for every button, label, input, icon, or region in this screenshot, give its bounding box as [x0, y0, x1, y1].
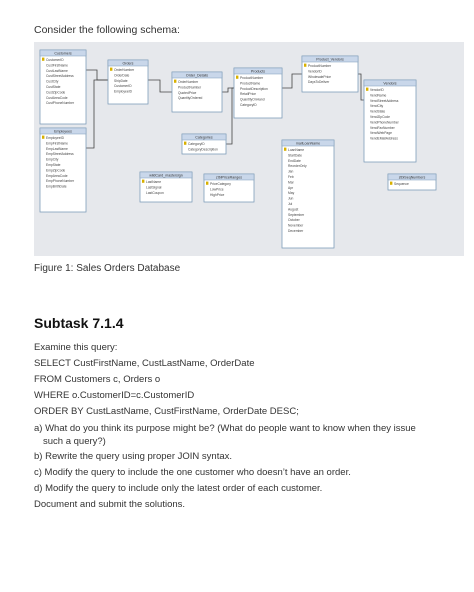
relationship-line: [148, 80, 172, 92]
instruction-line: Examine this query:: [34, 342, 118, 353]
table-field: CustZipCode: [46, 90, 66, 95]
table-field: ProductDescription: [240, 86, 268, 91]
table-field: CustState: [46, 85, 61, 89]
table-title: Categories: [195, 135, 213, 140]
question-b: b) Rewrite the query using proper JOIN syntax.: [34, 451, 233, 462]
table-field: EmployeeID: [46, 136, 64, 140]
table-field: StartDate: [288, 153, 302, 158]
schema-table: [140, 172, 192, 202]
schema-table: [388, 174, 436, 190]
schema-table: [108, 60, 148, 104]
table-field: OrderNumber: [178, 80, 199, 84]
table-field: EmpFirstName: [46, 141, 68, 146]
table-field: CustCity: [46, 79, 59, 84]
table-title: Employees: [54, 129, 72, 134]
table-field: CategoryID: [240, 103, 257, 107]
schema-table: [364, 80, 416, 162]
table-field: September: [288, 212, 305, 217]
table-title: ztblSeqNumbers: [398, 175, 426, 180]
table-field: VendName: [370, 93, 387, 98]
schema-diagram: [34, 42, 464, 256]
table-title: Customers: [54, 51, 72, 56]
schema-table: [282, 140, 334, 248]
table-field: EmpStreetAddress: [46, 152, 74, 157]
query-select-line: SELECT CustFirstName, CustLastName, OrderDate: [34, 358, 255, 369]
table-field: EndDate: [288, 158, 301, 163]
table-field: OrderNumber: [114, 68, 135, 72]
schema-table: [40, 50, 86, 124]
table-field: CustAreaCode: [46, 95, 68, 100]
subtask-body: [34, 340, 454, 513]
table-field: QuotedPrice: [178, 90, 197, 95]
table-field: LoanName: [288, 148, 305, 152]
primary-key-icon: [304, 64, 306, 67]
table-field: LowPrice: [210, 187, 224, 192]
table-field: VendCity: [370, 104, 384, 109]
table-field: LastSignal: [146, 185, 162, 190]
table-field: VendEMailAddress: [370, 136, 398, 141]
query-from-line: FROM Customers c, Orders o: [34, 374, 161, 385]
primary-key-icon: [142, 180, 144, 183]
primary-key-icon: [42, 58, 44, 61]
table-field: VendStreetAddress: [370, 98, 399, 103]
primary-key-icon: [110, 68, 112, 71]
table-field: Jan: [288, 169, 294, 174]
table-field: LastName: [146, 180, 162, 184]
table-field: VendorID: [370, 88, 384, 92]
table-field: CustomerID: [114, 84, 132, 89]
table-field: ProductNumber: [308, 64, 332, 68]
schema-table: [302, 56, 358, 92]
primary-key-icon: [206, 182, 208, 185]
table-field: Sequence: [394, 182, 409, 186]
primary-key-icon: [184, 142, 186, 145]
relationship-line: [282, 74, 302, 88]
primary-key-icon: [236, 76, 238, 79]
table-title: Vendors: [383, 81, 397, 86]
table-field: ProductNumber: [178, 85, 202, 90]
closing-instruction: Document and submit the solutions.: [34, 499, 186, 510]
question-a-line2: such a query?): [43, 435, 106, 447]
query-where-line: WHERE o.CustomerID=c.CustomerID: [34, 390, 195, 401]
table-field: CustFirstName: [46, 63, 68, 68]
table-field: Jun: [288, 196, 294, 201]
table-field: EmpPhoneNumber: [46, 179, 75, 184]
table-field: CustStreetAddress: [46, 74, 74, 79]
table-field: EmpBirthDate: [46, 184, 67, 189]
table-field: May: [288, 191, 295, 196]
table-field: LastCoupon: [146, 190, 164, 195]
question-a-line1: a) What do you think its purpose might be? (What do people want to know when they issue: [34, 422, 416, 434]
table-field: November: [288, 223, 304, 228]
table-title: mailLoanName: [295, 141, 321, 146]
table-field: Feb: [288, 175, 294, 179]
table-field: August: [288, 207, 299, 212]
table-title: Products: [250, 69, 266, 74]
primary-key-icon: [284, 148, 286, 151]
table-field: VendPhoneNumber: [370, 120, 399, 125]
table-field: CustomerID: [46, 58, 64, 62]
primary-key-icon: [366, 88, 368, 91]
table-title: Order_Details: [185, 73, 209, 78]
table-field: Jul: [288, 202, 293, 206]
question-a: [34, 420, 454, 449]
table-field: ShipDate: [114, 78, 128, 83]
figure-caption: Figure 1: Sales Orders Database: [34, 263, 181, 274]
table-field: CustLastName: [46, 68, 68, 73]
table-field: VendZipCode: [370, 115, 390, 119]
table-field: OrderDate: [114, 73, 130, 78]
table-field: VendorID: [308, 69, 322, 74]
table-field: HighPrice: [210, 192, 225, 197]
question-d: d) Modify the query to include only the latest order of each customer.: [34, 483, 323, 494]
schema-table: [182, 134, 226, 154]
table-field: Apr: [288, 185, 294, 190]
table-field: PriceCategory: [210, 182, 231, 186]
intro-text: Consider the following schema:: [34, 24, 180, 36]
table-field: VendFaxNumber: [370, 125, 395, 130]
table-field: RetailPrice: [240, 92, 256, 97]
query-orderby-line: ORDER BY CustLastName, CustFirstName, OrderDate DESC;: [34, 406, 299, 417]
table-field: October: [288, 218, 300, 223]
schema-table: [234, 68, 282, 118]
table-field: WholesalePrice: [308, 74, 331, 79]
subtask-heading: Subtask 7.1.4: [34, 315, 124, 331]
table-field: DaysToDeliver: [308, 80, 330, 85]
table-field: EmpState: [46, 163, 61, 167]
table-title: ztblPriceRanges: [215, 175, 243, 180]
table-title: Orders: [122, 61, 134, 66]
table-field: EmpZipCode: [46, 168, 66, 173]
table-field: QuantityOnHand: [240, 97, 265, 102]
table-field: Mar: [288, 180, 294, 185]
schema-table: [172, 72, 222, 112]
table-field: EmpAreaCode: [46, 173, 68, 178]
table-field: EmpLastName: [46, 146, 68, 151]
table-field: CategoryID: [188, 142, 205, 146]
table-field: QuantityOrdered: [178, 96, 203, 101]
relationship-line: [358, 74, 364, 100]
table-field: CategoryDescription: [188, 147, 218, 152]
schema-table: [40, 128, 86, 212]
table-field: December: [288, 229, 304, 233]
table-field: ReorderOnly: [288, 164, 307, 169]
question-c: c) Modify the query to include the one customer who doesn’t have an order.: [34, 467, 351, 478]
primary-key-icon: [390, 182, 392, 185]
primary-key-icon: [174, 80, 176, 83]
table-field: VendState: [370, 109, 386, 114]
table-field: ProductNumber: [240, 76, 264, 80]
table-field: EmpCity: [46, 157, 59, 162]
table-field: VendWebPage: [370, 131, 392, 136]
schema-diagram-svg: [34, 42, 464, 256]
primary-key-icon: [42, 136, 44, 139]
table-field: EmployeeID: [114, 89, 132, 94]
table-title: wildCard_mastersign: [149, 173, 183, 178]
schema-table: [204, 174, 254, 202]
table-field: CustPhoneNumber: [46, 101, 75, 106]
relationship-line: [86, 70, 108, 80]
table-title: Product_Vendors: [316, 57, 344, 62]
table-field: ProductName: [240, 81, 261, 86]
